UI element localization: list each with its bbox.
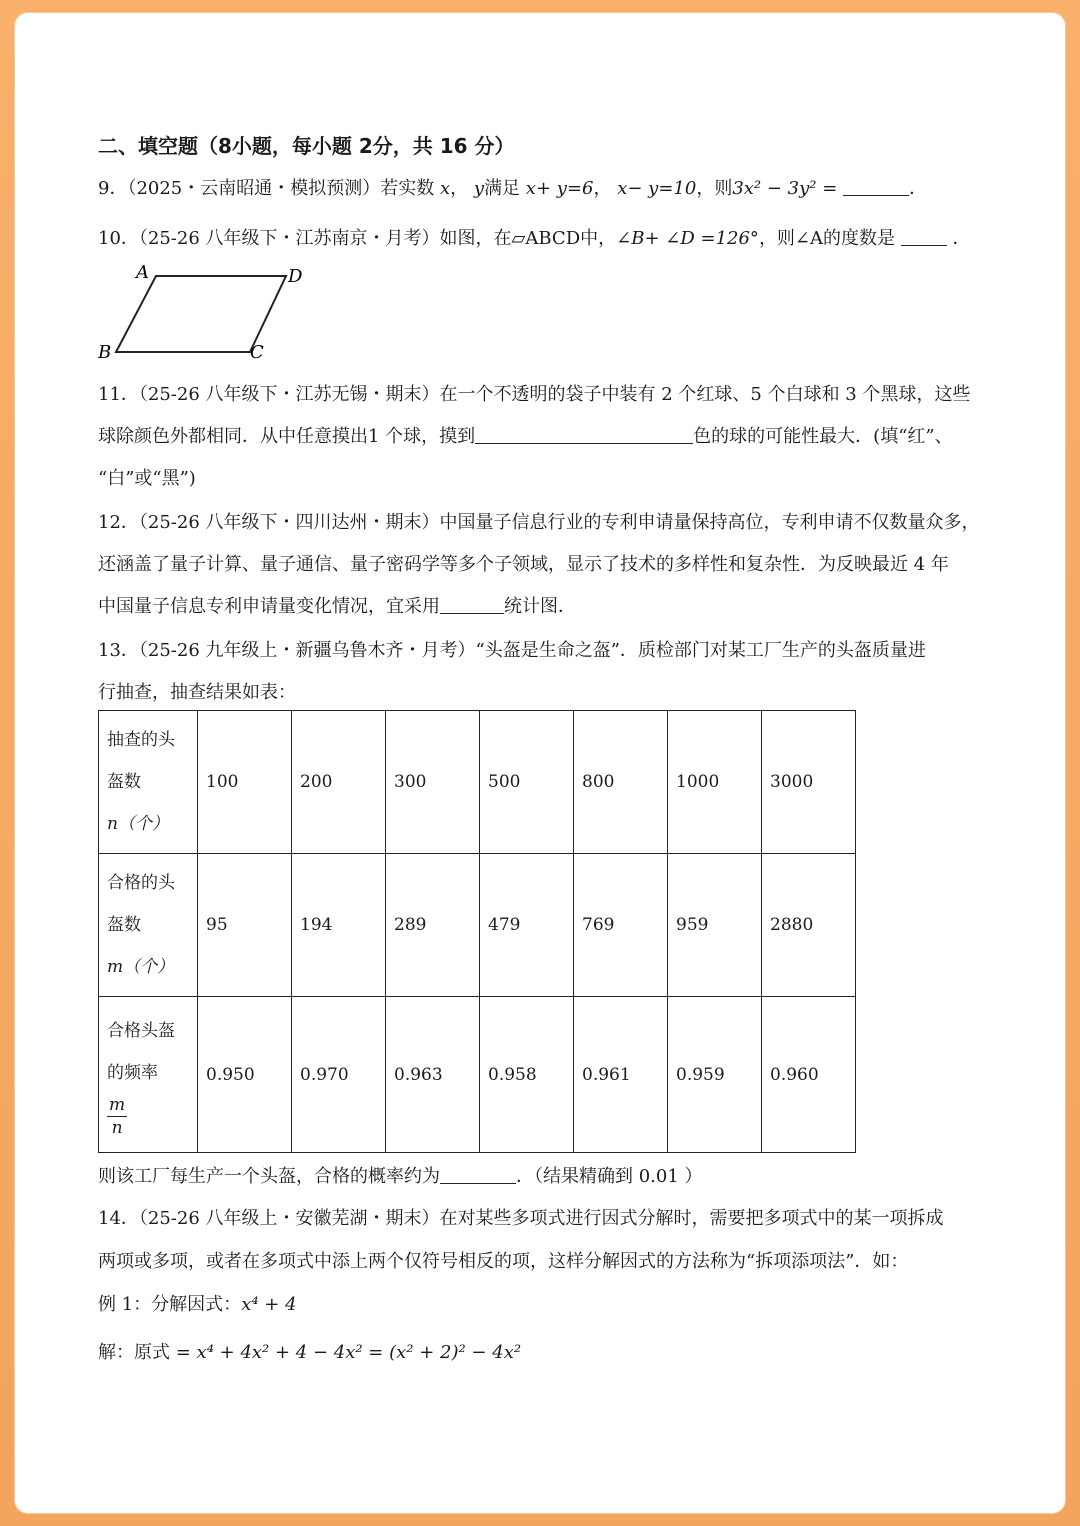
- q9-cond1: x+ y=6: [525, 178, 594, 199]
- table-cell: 479: [480, 854, 574, 997]
- q12-answer-blank[interactable]: [440, 595, 504, 614]
- row-header-m: [99, 854, 198, 997]
- question-14-solution: [98, 1338, 521, 1364]
- question-11-line2: [98, 422, 953, 448]
- q10-cond: ∠B+ ∠D =126°: [616, 228, 759, 249]
- q9-number: 9．: [98, 178, 128, 199]
- section-title: 二、填空题（8小题，每小题 2分，共 16 分）: [98, 134, 515, 158]
- table-cell: 0.961: [574, 997, 668, 1153]
- q10-text: 如图，在▱ABCD中，: [439, 228, 617, 249]
- table-cell: 500: [480, 711, 574, 854]
- fraction-numerator: m: [109, 1095, 126, 1115]
- q9-expr: 3x² − 3y² =: [732, 178, 838, 199]
- table-row-n: [99, 711, 856, 854]
- row-header-text: n（个）: [107, 814, 169, 834]
- table-cell: 3000: [762, 711, 856, 854]
- q13-text-b: ．（结果精确到 0.01 ）: [516, 1166, 703, 1187]
- question-13-after: [98, 1162, 703, 1188]
- table-cell: 194: [292, 854, 386, 997]
- question-13-line1: 13．（25-26 九年级上・新疆乌鲁木齐・月考）“头盔是生命之盔”．质检部门对某工厂生产的头盔质量进: [98, 640, 926, 661]
- helmet-inspection-table: [98, 710, 856, 1153]
- table-cell: 2880: [762, 854, 856, 997]
- example-label: 例 1：分解因式：: [98, 1294, 242, 1315]
- question-12-line2: 还涵盖了量子计算、量子通信、量子密码学等多个子领域，显示了技术的多样性和复杂性．为反映最近 4 年: [98, 554, 949, 575]
- solution-expression: x⁴ + 4x² + 4 − 4x² = (x² + 2)² − 4x²: [196, 1342, 522, 1363]
- row-header-text: m（个）: [107, 957, 175, 977]
- fraction-m-over-n: [107, 1094, 127, 1139]
- q9-cond2: x− y=10: [617, 178, 697, 199]
- q12-text-b: 统计图．: [504, 596, 576, 617]
- q9-answer-blank[interactable]: [843, 177, 909, 196]
- table-row-frequency: [99, 997, 856, 1153]
- table-cell: 800: [574, 711, 668, 854]
- row-header-text: 抽查的头: [107, 730, 175, 750]
- vertex-label-c: C: [250, 342, 264, 362]
- q10-number: 10．: [98, 228, 139, 249]
- question-11-line1: 11．（25-26 八年级下・江苏无锡・期末）在一个不透明的袋子中装有 2 个红球、5 个白球和 3 个黑球，这些: [98, 384, 971, 405]
- row-header-frequency: [99, 997, 198, 1153]
- table-cell: 959: [668, 854, 762, 997]
- table-cell: 769: [574, 854, 668, 997]
- vertex-label-b: B: [98, 342, 112, 362]
- row-header-text: 的频率: [107, 1063, 158, 1083]
- vertex-label-d: D: [288, 266, 303, 287]
- fraction-denominator: n: [111, 1118, 123, 1138]
- q9-text-b: 满足: [484, 178, 521, 199]
- table-cell: 289: [386, 854, 480, 997]
- example-expression: x⁴ + 4: [241, 1294, 297, 1315]
- table-row-m: [99, 854, 856, 997]
- question-10: 10．（25-26 八年级下・江苏南京・月考）如图，在▱ABCD中，∠B+ ∠D =126°，则∠A的度数是 ．: [98, 228, 971, 249]
- question-11-line3: “白”或“黑”): [98, 468, 196, 489]
- row-header-text: 合格头盔: [107, 1021, 175, 1041]
- question-12-line3: [98, 592, 576, 618]
- parallelogram-figure: [98, 258, 318, 362]
- table-cell: 300: [386, 711, 480, 854]
- question-9: 9．（2025・云南昭通・模拟预测）若实数 x， y满足 x+ y=6， x− y=10，则3x² − 3y² = ．: [98, 178, 928, 199]
- row-header-n: [99, 711, 198, 854]
- q10-text-b: ，则∠A的度数是: [758, 228, 896, 249]
- solution-label: 解：原式 =: [98, 1342, 191, 1363]
- q13-text-a: 则该工厂每生产一个头盔，合格的概率约为: [98, 1166, 440, 1187]
- row-header-text: 盔数: [107, 772, 141, 792]
- q12-text-a: 中国量子信息专利申请量变化情况，宜采用: [98, 596, 440, 617]
- vertex-label-a: A: [136, 262, 149, 283]
- table-cell: 0.958: [480, 997, 574, 1153]
- parallelogram-shape: [116, 276, 286, 352]
- row-header-text: 合格的头: [107, 873, 175, 893]
- table-cell: 0.960: [762, 997, 856, 1153]
- table-cell: 100: [198, 711, 292, 854]
- q10-answer-blank[interactable]: [901, 227, 947, 246]
- question-12-line1: 12．（25-26 八年级下・四川达州・期末）中国量子信息行业的专利申请量保持高位，专利申请不仅数量众多，: [98, 512, 980, 533]
- table-cell: 0.963: [386, 997, 480, 1153]
- q10-source: （25-26 八年级下・江苏南京・月考）: [138, 228, 440, 249]
- table-cell: 0.959: [668, 997, 762, 1153]
- table-cell: 0.950: [198, 997, 292, 1153]
- q11-text-a: 球除颜色外都相同．从中任意摸出1 个球，摸到: [98, 426, 476, 447]
- table-cell: 200: [292, 711, 386, 854]
- question-14-example: [98, 1290, 297, 1316]
- q13-answer-blank[interactable]: [440, 1165, 516, 1184]
- question-13-line2: 行抽查，抽查结果如表：: [98, 682, 296, 703]
- question-14-line2: 两项或多项，或者在多项式中添上两个仅符号相反的项，这样分解因式的方法称为“拆项添项法”．如：: [98, 1251, 909, 1272]
- q9-source: （2025・云南昭通・模拟预测）: [127, 178, 381, 199]
- q11-text-b: 色的球的可能性最大．(填“红”、: [693, 426, 953, 447]
- q11-answer-blank[interactable]: [475, 425, 693, 444]
- row-header-text: 盔数: [107, 915, 141, 935]
- table-cell: 1000: [668, 711, 762, 854]
- question-14-line1: 14．（25-26 八年级上・安徽芜湖・期末）在对某些多项式进行因式分解时，需要把多项式中的某一项拆成: [98, 1208, 944, 1229]
- q9-text-c: 则: [714, 178, 733, 199]
- q9-text: 若实数: [380, 178, 435, 199]
- table-cell: 0.970: [292, 997, 386, 1153]
- table-cell: 95: [198, 854, 292, 997]
